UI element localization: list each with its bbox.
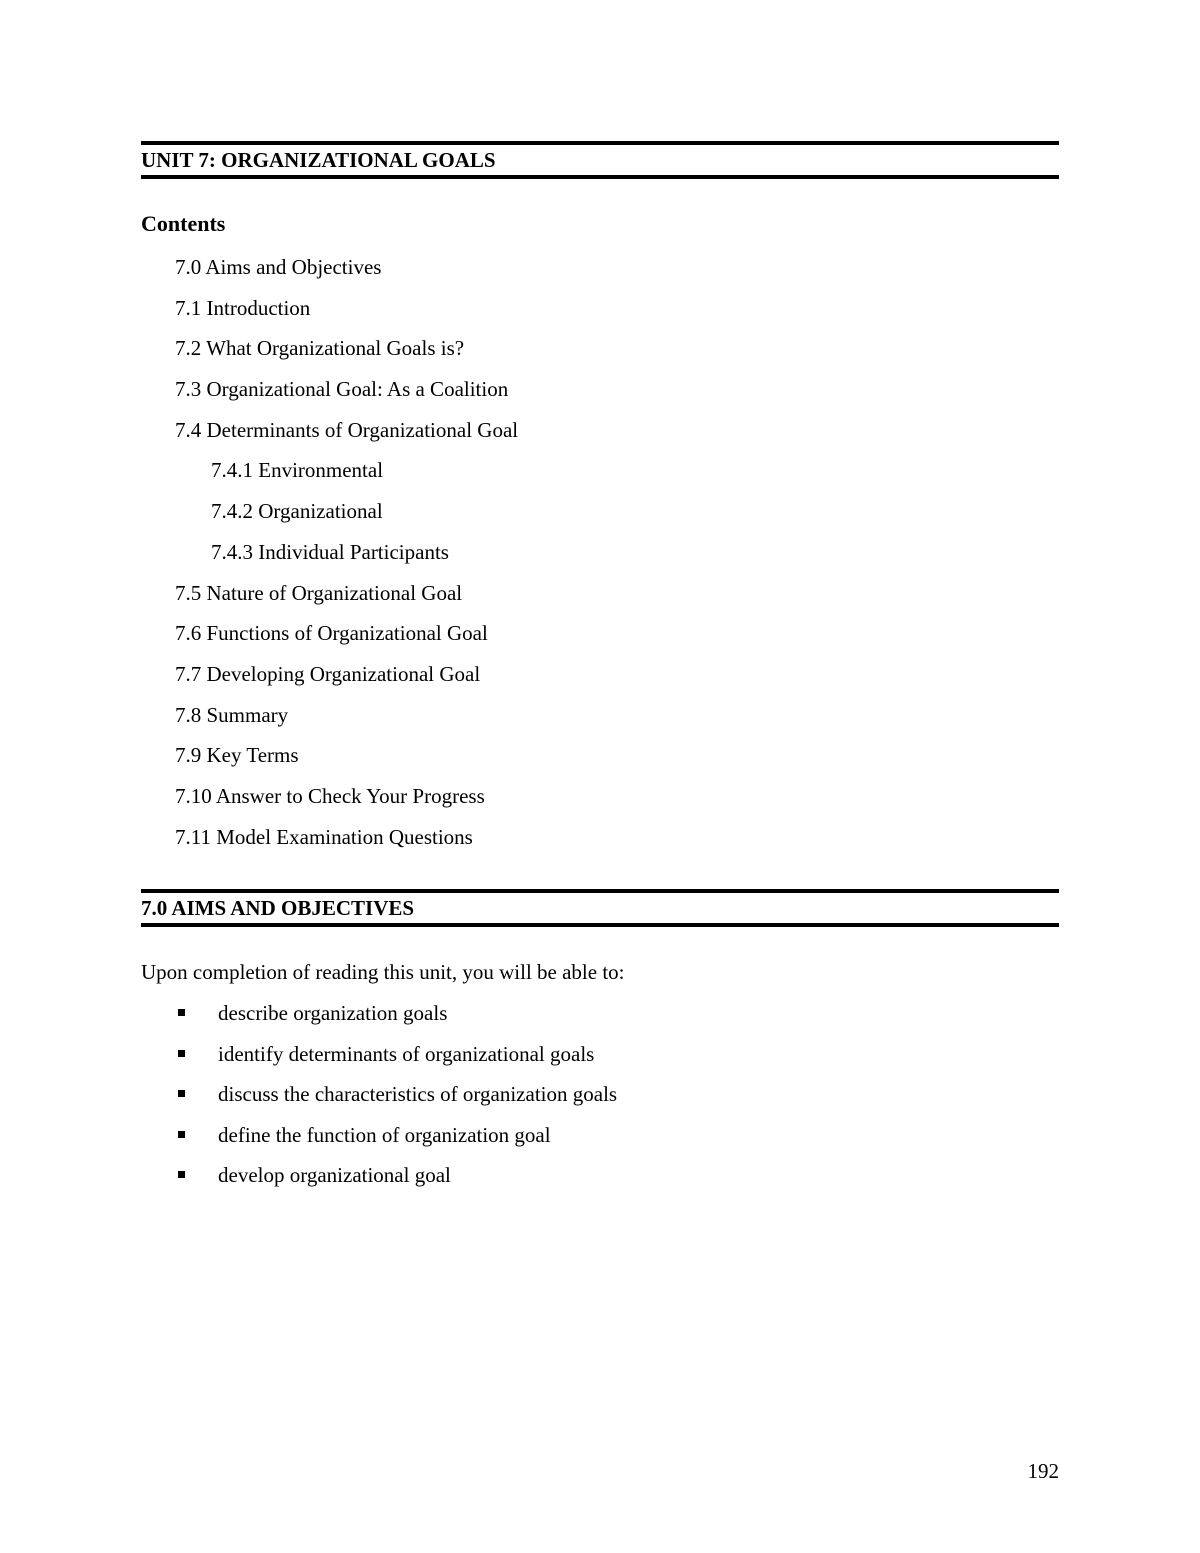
toc-item: 7.6 Functions of Organizational Goal	[175, 621, 488, 646]
toc-item: 7.5 Nature of Organizational Goal	[175, 580, 463, 605]
toc-item: 7.7 Developing Organizational Goal	[175, 661, 481, 686]
toc-item: 7.11 Model Examination Questions	[175, 824, 473, 849]
square-bullet-icon	[178, 1090, 185, 1097]
toc-subitem: 7.4.1 Environmental	[211, 458, 384, 483]
section-heading: 7.0 AIMS AND OBJECTIVES	[141, 896, 415, 920]
contents-heading: Contents	[141, 211, 226, 236]
objective-text: discuss the characteristics of organization goals	[218, 1082, 618, 1107]
toc-item: 7.4 Determinants of Organizational Goal	[175, 417, 519, 442]
bottom-rule	[141, 923, 1059, 927]
objective-text: describe organization goals	[218, 1001, 448, 1025]
toc-subitem: 7.4.3 Individual Participants	[211, 539, 449, 564]
objective-text: define the function of organization goal	[218, 1122, 551, 1147]
square-bullet-icon	[178, 1009, 185, 1016]
toc-item: 7.1 Introduction	[175, 295, 311, 320]
square-bullet-icon	[178, 1050, 185, 1057]
unit-title: UNIT 7: ORGANIZATIONAL GOALS	[141, 148, 496, 172]
toc-item: 7.3 Organizational Goal: As a Coalition	[175, 377, 509, 402]
square-bullet-icon	[178, 1171, 185, 1178]
table-of-contents	[175, 253, 518, 863]
section-heading-block	[141, 889, 1059, 929]
objective-text: develop organizational goal	[218, 1163, 451, 1188]
square-bullet-icon	[178, 1131, 185, 1138]
toc-item: 7.10 Answer to Check Your Progress	[175, 783, 485, 808]
toc-item: 7.0 Aims and Objectives	[175, 255, 382, 279]
toc-item: 7.2 What Organizational Goals is?	[175, 336, 465, 361]
intro-text: Upon completion of reading this unit, you will be able to:	[141, 960, 625, 984]
toc-item: 7.9 Key Terms	[175, 743, 299, 768]
unit-title-block	[141, 141, 1059, 181]
top-rule	[141, 889, 1059, 893]
toc-subitem: 7.4.2 Organizational	[211, 499, 383, 524]
bottom-rule	[141, 175, 1059, 179]
top-rule	[141, 141, 1059, 145]
toc-item: 7.8 Summary	[175, 702, 289, 727]
page-number: 192	[1027, 1459, 1059, 1483]
objective-text: identify determinants of organizational goals	[218, 1041, 595, 1066]
